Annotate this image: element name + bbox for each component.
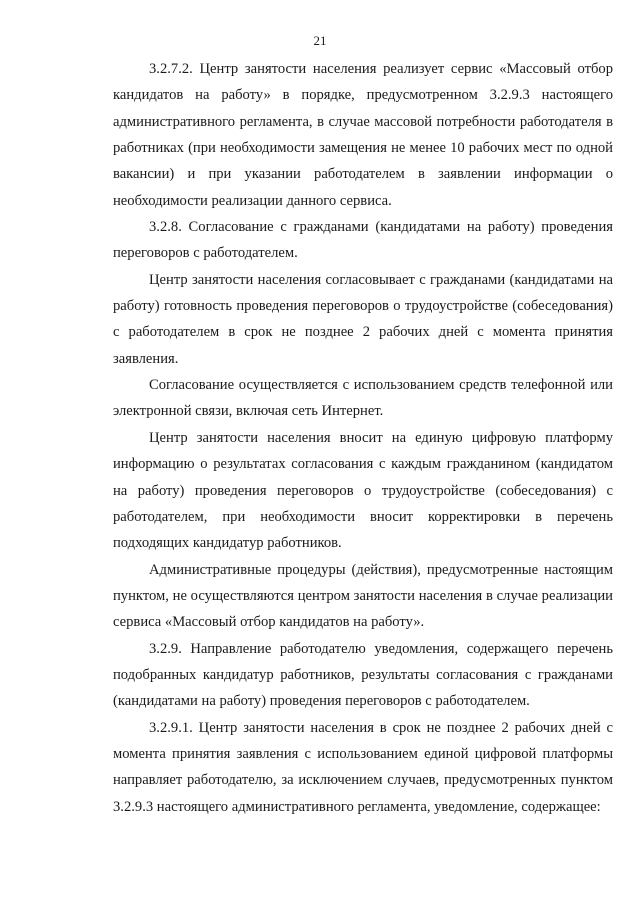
page-number: 21 (313, 33, 327, 48)
paragraph-agreement-means: Согласование осуществляется с использованием средств телефонной или электронной связи, включая сеть Интернет. (113, 377, 613, 420)
paragraph-platform-info: Центр занятости населения вносит на единую цифровую платформу информацию о результатах согласования с каждым гражданином (кандидатом на работу) проведения переговоров о трудоустройстве (собеседования) с работодателем, при необходимости вносит корректировки в перечень подходящих кандидатур работников. (113, 429, 613, 552)
paragraph-3-2-7-2: 3.2.7.2. Центр занятости населения реализует сервис «Массовый отбор кандидатов на работу» в порядке, предусмотренном 3.2.9.3 настоящего административного регламента, в случае массовой потребности работодателя в работниках (при необходимости замещения не менее 10 рабочих мест по одной вакансии) и при указании работодателем в заявлении информации о необходимости реализации данного сервиса. (113, 61, 613, 209)
paragraph-3-2-8-heading: 3.2.8. Согласование с гражданами (кандидатами на работу) проведения переговоров с работодателем. (113, 219, 613, 262)
paragraph-mass-selection-exception: Административные процедуры (действия), предусмотренные настоящим пунктом, не осуществляются центром занятости населения в случае реализации сервиса «Массовый отбор кандидатов на работу». (113, 561, 613, 631)
paragraph-3-2-9-1: 3.2.9.1. Центр занятости населения в срок не позднее 2 рабочих дней с момента принятия заявления с использованием единой цифровой платформы направляет работодателю, за исключением случаев, предусмотренных пунктом 3.2.9.3 настоящего административного регламента, уведомление, содержащее: (113, 719, 613, 815)
document-body (113, 56, 613, 820)
paragraph-negotiation-agreement: Центр занятости населения согласовывает с гражданами (кандидатами на работу) готовность проведения переговоров о трудоустройстве (собеседования) с работодателем в срок не позднее 2 рабочих дней с момента принятия заявления. (113, 271, 613, 367)
paragraph-3-2-9-heading: 3.2.9. Направление работодателю уведомления, содержащего перечень подобранных кандидатур работников, результаты согласования с гражданами (кандидатами на работу) проведения переговоров с работодателем. (113, 640, 613, 710)
